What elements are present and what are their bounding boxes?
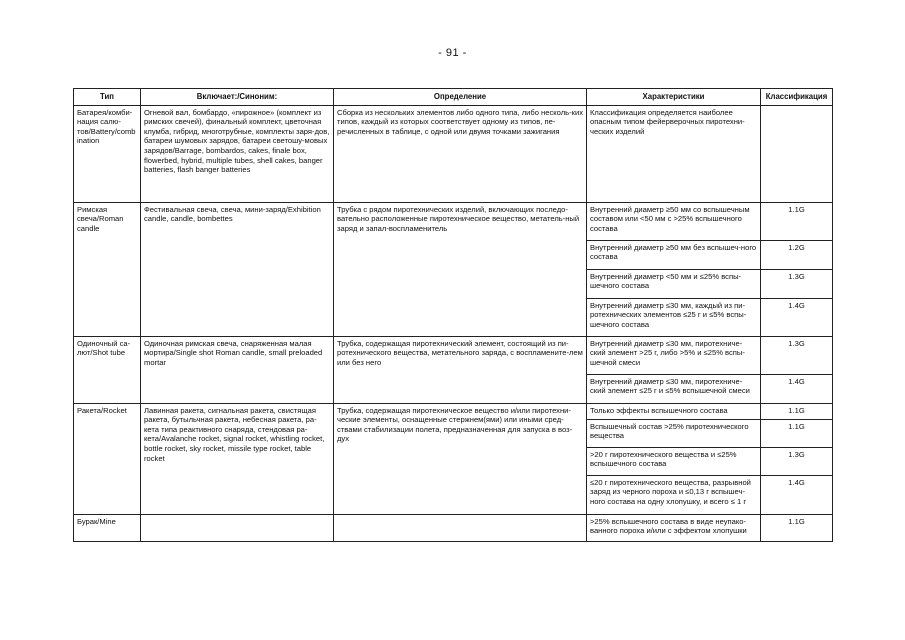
cell-spec: Внутренний диаметр ≤30 мм, пиротехниче-ский элемент >25 г, либо >5% и ≤25% вспы-шечной смеси xyxy=(587,336,761,374)
classification-table xyxy=(73,88,833,542)
cell-class: 1.4G xyxy=(761,298,833,336)
cell-type: Одиночный са-лют/Shot tube xyxy=(74,336,141,403)
header-classification: Классификация xyxy=(761,89,833,106)
cell-includes: Одиночная римская свеча, снаряженная малая мортира/Single shot Roman candle, small preloaded mortar xyxy=(141,336,334,403)
cell-spec: Внутренний диаметр ≤30 мм, каждый из пи-ротехнических элементов ≤25 г и ≤5% вспы-шечного состава xyxy=(587,298,761,336)
cell-includes: Фестивальная свеча, свеча, мини-заряд/Exhibition candle, candle, bombettes xyxy=(141,202,334,336)
cell-spec: Внутренний диаметр ≥50 мм без вспышеч-ного состава xyxy=(587,240,761,269)
table-header-row xyxy=(74,89,833,106)
cell-type: Бурак/Mine xyxy=(74,514,141,541)
cell-definition: Трубка, содержащая пиротехническое вещество и/или пиротехни-ческие элементы, оснащенные стержнем(ями) или иными сред-ствами стабилизации полета, предназначенная для запуска в воз-дух xyxy=(334,403,587,514)
cell-includes: Лавинная ракета, сигнальная ракета, свистящая ракета, бутыльчная ракета, небесная ракета, ра-кета типа реактивного снаряда, стендовая ра-кета/Avalanche rocket, signal rocket, whistling rocket, bottle rocket, sky rocket, missile type rocket, table rocket xyxy=(141,403,334,514)
cell-class: 1.1G xyxy=(761,202,833,240)
table-row xyxy=(74,336,833,374)
header-definition: Определение xyxy=(334,89,587,106)
cell-class: 1.3G xyxy=(761,269,833,298)
cell-class: 1.4G xyxy=(761,475,833,514)
cell-class: 1.1G xyxy=(761,514,833,541)
cell-spec: Классификация определяется наиболее опасным типом фейерверочных пиротехни-ческих изделий xyxy=(587,105,761,202)
cell-class: 1.4G xyxy=(761,374,833,403)
cell-definition: Трубка, содержащая пиротехнический элемент, состоящий из пи-ротехнического вещества, метательного заряда, с воспламените-лем или без него xyxy=(334,336,587,403)
table-row xyxy=(74,105,833,202)
cell-class: 1.1G xyxy=(761,419,833,447)
cell-class: 1.3G xyxy=(761,447,833,475)
cell-class: 1.2G xyxy=(761,240,833,269)
cell-spec: Вспышечный состав >25% пиротехнического вещества xyxy=(587,419,761,447)
cell-definition: Сборка из нескольких элементов либо одного типа, либо несколь-ких типов, каждый из которых соответствует одному из типов, пе-речисленных в таблице, с одной или двумя точками зажигания xyxy=(334,105,587,202)
table-row xyxy=(74,514,833,541)
cell-type: Римская свеча/Roman candle xyxy=(74,202,141,336)
page-number: - 91 - xyxy=(438,47,467,59)
cell-class xyxy=(761,105,833,202)
cell-spec: >25% вспышечного состава в виде неупако-ванного пороха и/или с эффектом хлопушки xyxy=(587,514,761,541)
cell-includes: Огневой вал, бомбардо, «пирожное» (комплект из римских свечей), финальный комплект, цветочная клумба, гибрид, многотрубные, комплекты заря-дов, батареи шумовых зарядов, батареи светошу-мовых зарядов/Barrage, bombardos, cakes, finale box, flowerbed, hybrid, multiple tubes, shell cakes, banger batteries, flash banger batteries xyxy=(141,105,334,202)
table-row xyxy=(74,202,833,240)
cell-type: Батарея/комби-нация салю-тов/Battery/combination xyxy=(74,105,141,202)
cell-includes xyxy=(141,514,334,541)
cell-spec: Только эффекты вспышечного состава xyxy=(587,403,761,419)
cell-type: Ракета/Rocket xyxy=(74,403,141,514)
cell-spec: Внутренний диаметр ≥50 мм со вспышечным составом или <50 мм с >25% вспышечного состава xyxy=(587,202,761,240)
cell-spec: Внутренний диаметр <50 мм и ≤25% вспы-шечного состава xyxy=(587,269,761,298)
header-includes: Включает:/Синоним: xyxy=(141,89,334,106)
header-specs: Характеристики xyxy=(587,89,761,106)
cell-definition: Трубка с рядом пиротехнических изделий, включающих последо-вательно расположенные пиротехническое вещество, метатель-ный заряд и запал-воспламенитель xyxy=(334,202,587,336)
cell-class: 1.1G xyxy=(761,403,833,419)
header-type: Тип xyxy=(74,89,141,106)
cell-definition xyxy=(334,514,587,541)
cell-spec: >20 г пиротехнического вещества и ≤25% вспышечного состава xyxy=(587,447,761,475)
cell-spec: ≤20 г пиротехнического вещества, разрывной заряд из черного пороха и ≤0,13 г вспышеч-ного состава на одну хлопушку, и всего ≤ 1 г xyxy=(587,475,761,514)
cell-spec: Внутренний диаметр ≤30 мм, пиротехниче-ский элемент ≤25 г и ≤5% вспышечной смеси xyxy=(587,374,761,403)
table-row xyxy=(74,403,833,419)
cell-class: 1.3G xyxy=(761,336,833,374)
